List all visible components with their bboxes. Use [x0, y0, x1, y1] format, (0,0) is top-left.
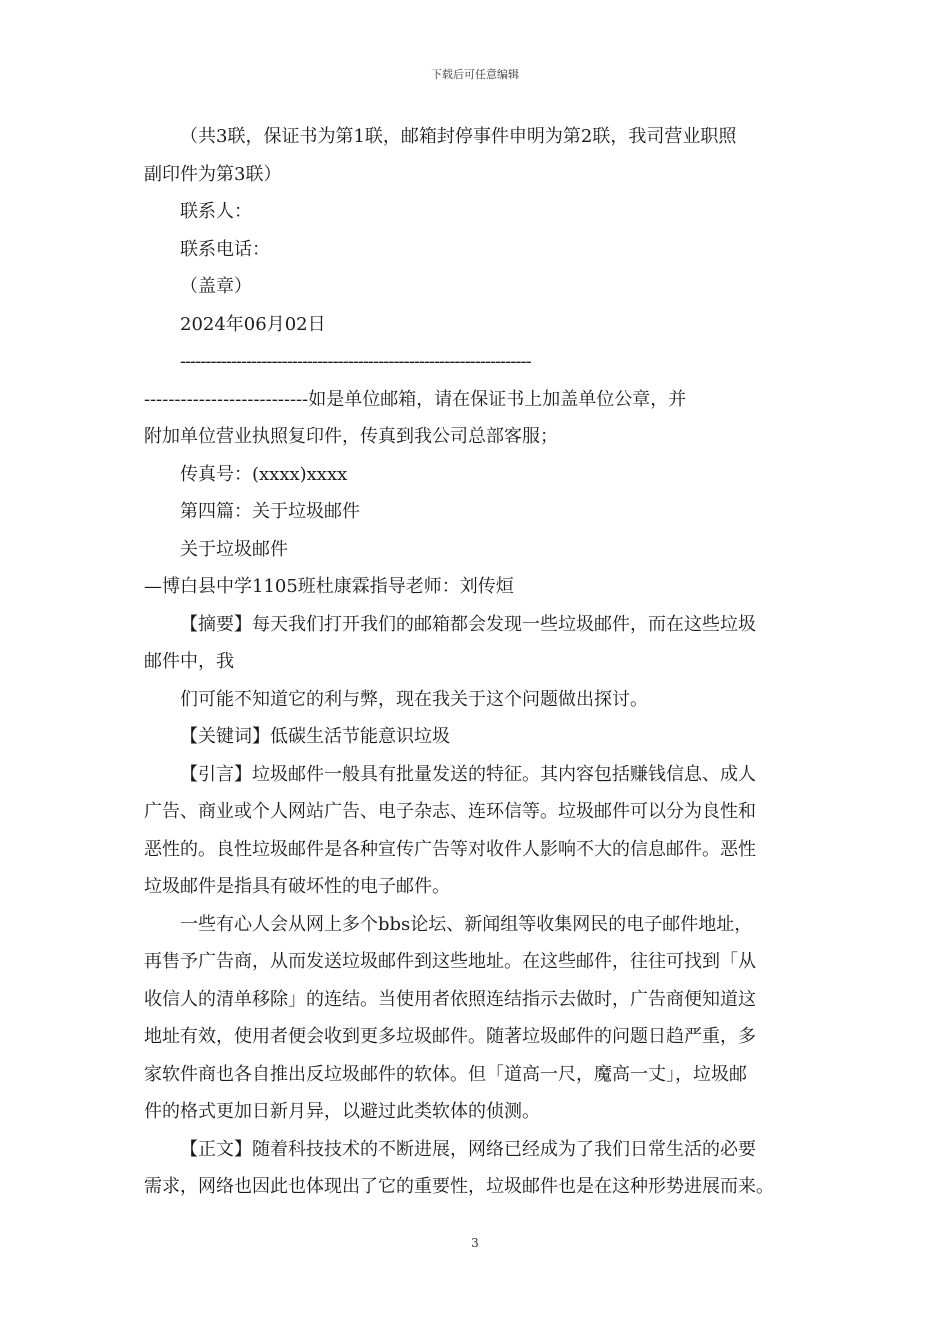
text-line: 联系电话： [180, 238, 270, 260]
text-line: 第四篇：关于垃圾邮件 [180, 501, 360, 522]
text-line: 传真号：(xxxx)xxxx [180, 463, 348, 485]
text-line: 们可能不知道它的利与弊，现在我关于这个问题做出探讨。 [180, 688, 648, 710]
text-line: 【引言】垃圾邮件一般具有批量发送的特征。其内容包括赚钱信息、成人 [180, 763, 756, 785]
text-line: （盖章） [180, 276, 252, 297]
text-line: 地址有效，使用者便会收到更多垃圾邮件。随著垃圾邮件的问题日趋严重，多 [144, 1026, 756, 1047]
text-line: 邮件中，我 [144, 651, 234, 672]
text-line: 【摘要】每天我们打开我们的邮箱都会发现一些垃圾邮件，而在这些垃圾 [180, 613, 756, 635]
text-line: ---------------------------如是单位邮箱，请在保证书上加盖单位公章，并 [144, 388, 687, 410]
document-body [144, 118, 812, 1206]
text-line: 副印件为第3联） [144, 163, 282, 185]
page-number: 3 [471, 1236, 479, 1250]
text-line: 收信人的清单移除」的连结。当使用者依照连结指示去做时，广告商便知道这 [144, 988, 756, 1010]
text-line: 联系人： [180, 201, 252, 222]
text-line: 一些有心人会从网上多个bbs论坛、新闻组等收集网民的电子邮件地址， [180, 913, 753, 935]
text-line: 再售予广告商，从而发送垃圾邮件到这些地址。在这些邮件，往往可找到「从 [144, 951, 756, 972]
text-line: —博白县中学1105班杜康霖指导老师：刘传烜 [144, 576, 514, 597]
text-line: （共3联，保证书为第1联，邮箱封停事件申明为第2联，我司营业职照 [180, 126, 737, 147]
text-line: 家软件商也各自推出反垃圾邮件的软体。但「道高一尺，魔高一丈」，垃圾邮 [144, 1063, 747, 1085]
text-line: 件的格式更加日新月异，以避过此类软体的侦测。 [144, 1101, 540, 1122]
separator-line: --------------------------------------------------------------------- [180, 351, 531, 372]
text-line: 恶性的。良性垃圾邮件是各种宣传广告等对收件人影响不大的信息邮件。恶性 [144, 838, 756, 860]
text-line: 需求，网络也因此也体现出了它的重要性，垃圾邮件也是在这种形势进展而来。 [144, 1176, 774, 1197]
text-line: 【正文】随着科技技术的不断进展，网络已经成为了我们日常生活的必要 [180, 1138, 756, 1160]
text-line: 【关键词】低碳生活节能意识垃圾 [180, 726, 450, 747]
text-line: 广告、商业或个人网站广告、电子杂志、连环信等。垃圾邮件可以分为良性和 [144, 801, 756, 822]
text-line: 附加单位营业执照复印件，传真到我公司总部客服； [144, 426, 558, 447]
text-line: 垃圾邮件是指具有破坏性的电子邮件。 [144, 876, 450, 897]
page-header: 下载后可任意编辑 [431, 68, 519, 81]
text-line: 关于垃圾邮件 [180, 538, 288, 560]
text-line: 2024年06月02日 [180, 313, 326, 335]
